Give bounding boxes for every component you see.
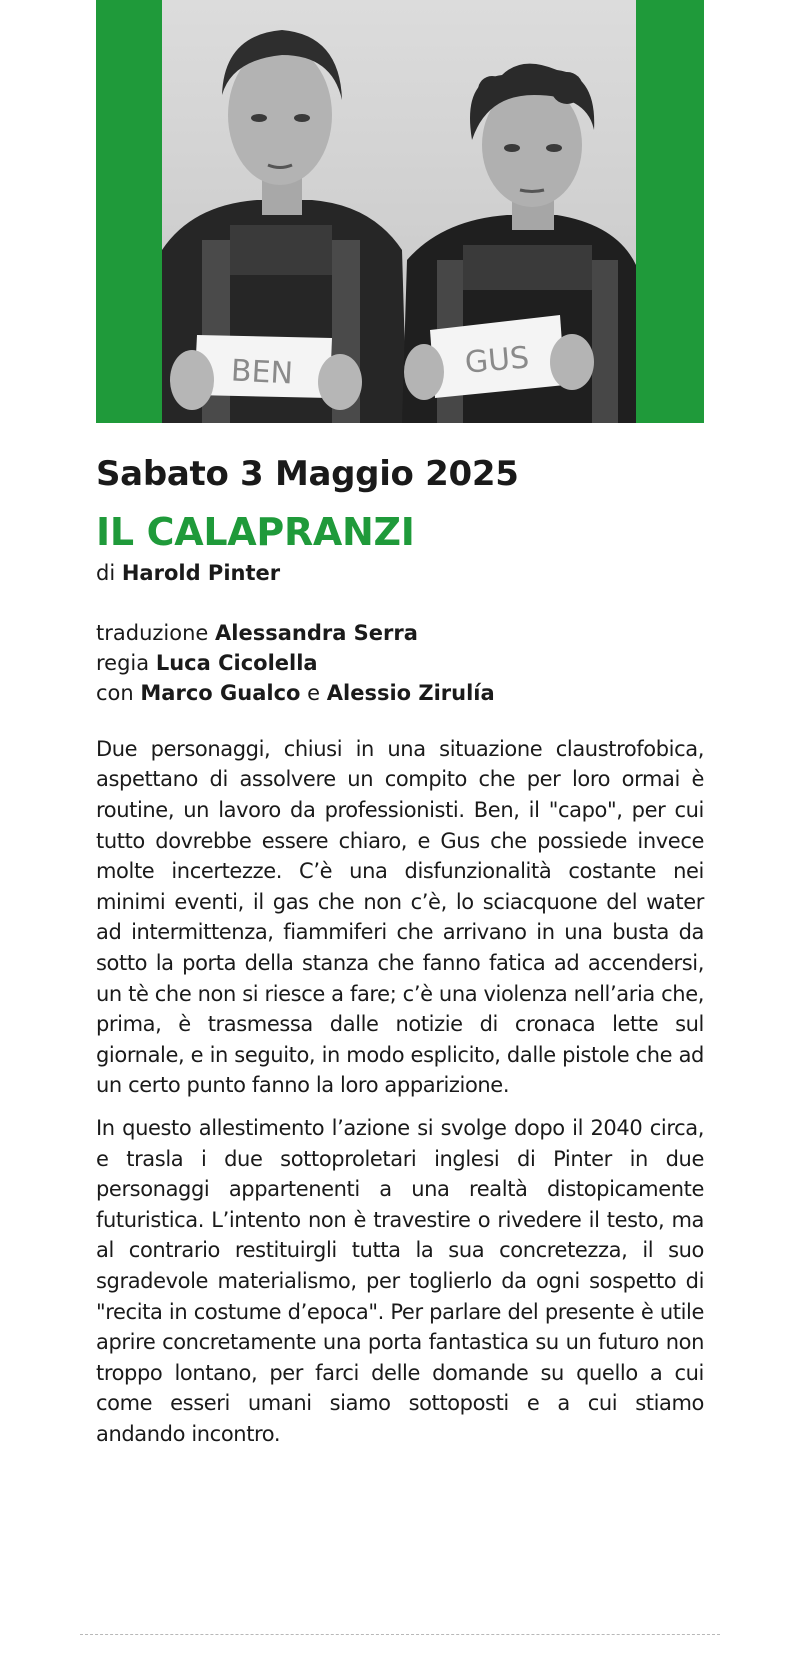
author-prefix: di [96, 560, 116, 585]
translation-prefix: traduzione [96, 620, 209, 645]
page-divider [80, 1634, 720, 1635]
direction-prefix: regia [96, 650, 150, 675]
description-paragraph-2: In questo allestimento l’azione si svolge dopo il 2040 circa, e trasla i due sottoproletari inglesi di Pinter in due personaggi appartenenti a una realtà distopicamente futuristica. L’intento non è travestire o rivedere il testo, ma al contrario restituirgli tutta la sua concretezza, il suo sgradevole materialismo, per toglierlo da ogni sospetto di "recita in costume d’epoca". Per parlare del presente è utile aprire concretamente una porta fantastica su un futuro non troppo lontano, per farci delle domande su quello a cui come esseri umani siamo sottoposti e a cui stiamo andando incontro. [96, 1116, 704, 1446]
author-line [96, 558, 704, 588]
event-date: Sabato 3 Maggio 2025 [96, 454, 519, 494]
event-title: IL CALAPRANZI [96, 510, 415, 555]
credits [96, 618, 704, 708]
description-paragraph-1: Due personaggi, chiusi in una situazione claustrofobica, aspettano di assolvere un compito che per loro ormai è routine, un lavoro da professionisti. Ben, il "capo", per cui tutto dovrebbe essere chiaro, e Gus che possiede invece molte incertezze. C’è una disfunzionalità costante nei minimi eventi, il gas che non c’è, lo sciacquone del water ad intermittenza, fiammiferi che arrivano in una busta da sotto la porta della stanza che fanno fatica ad accendersi, un tè che non si riesce a fare; c’è una violenza nell’aria che, prima, è trasmessa dalle notizie di cronaca lette sul giornale, e in seguito, in modo esplicito, dalle pistole che ad un certo punto fanno la loro apparizione. [96, 736, 704, 1098]
sign-gus-label: GUS [463, 340, 531, 381]
sign-ben-label: BEN [230, 353, 294, 392]
cast-line [96, 678, 704, 708]
photo-frame [96, 0, 704, 423]
cast-photo [162, 0, 636, 423]
direction-line [96, 648, 704, 678]
author-name: Harold Pinter [121, 560, 281, 585]
cast-prefix: con [96, 680, 134, 705]
cast-joiner: e [307, 680, 321, 705]
translator-name: Alessandra Serra [215, 620, 418, 645]
cast-member-1: Marco Gualco [140, 680, 301, 705]
cast-member-2: Alessio Zirulía [326, 680, 495, 705]
cast-photo-illustration [162, 0, 636, 423]
event-details [96, 455, 704, 1450]
director-name: Luca Cicolella [155, 650, 318, 675]
translation-line [96, 618, 704, 648]
